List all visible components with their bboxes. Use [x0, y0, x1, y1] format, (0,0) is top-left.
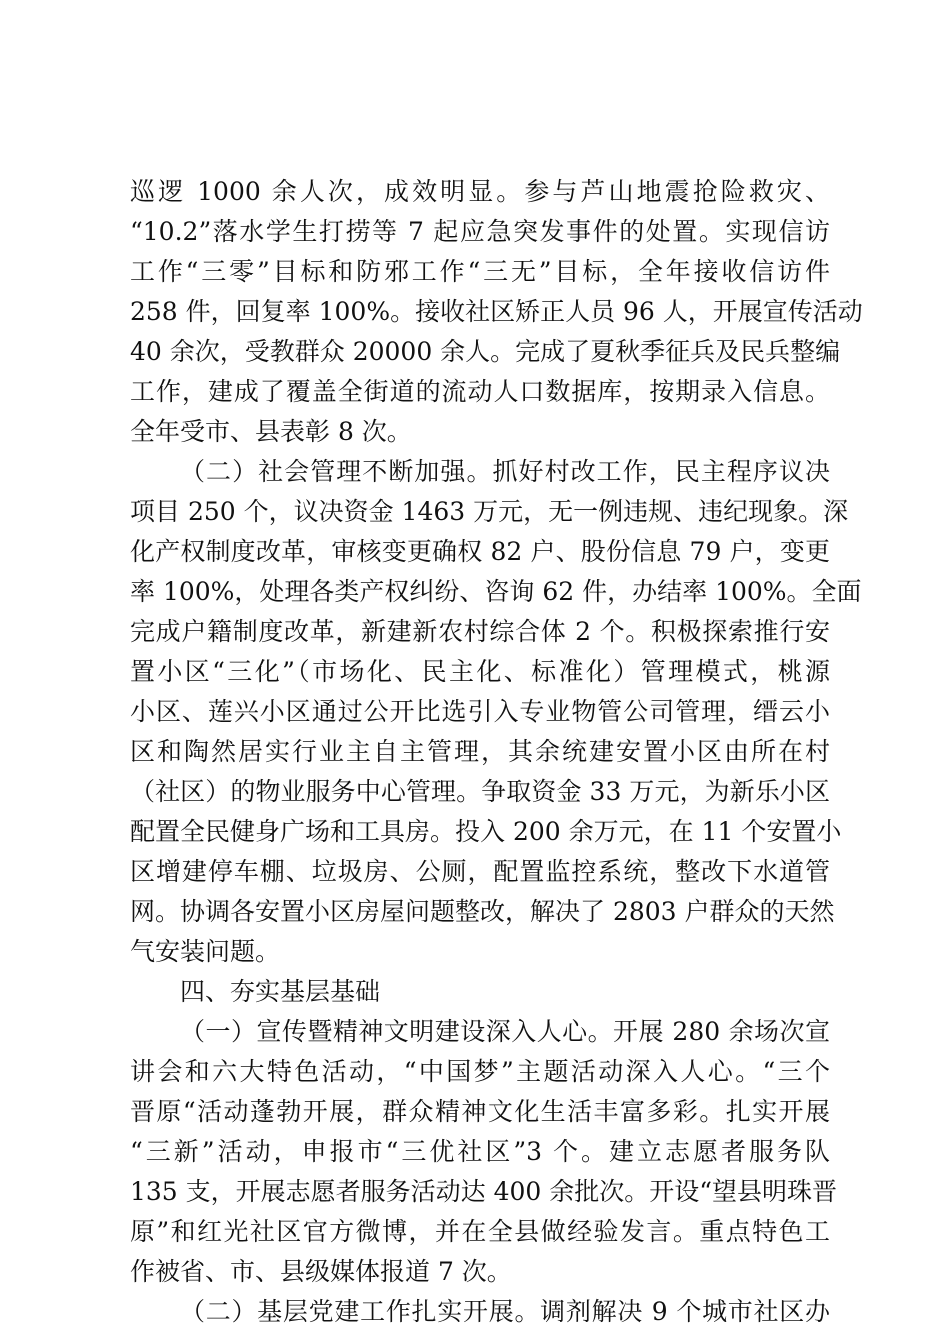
text-line: 工作“三零”目标和防邪工作“三无”目标，全年接收信访件: [130, 257, 830, 286]
text-line: 作被省、市、县级媒体报道 7 次。: [130, 1257, 512, 1286]
text-line: “三新”活动，申报市“三优社区”3 个。建立志愿者服务队: [130, 1137, 830, 1166]
text-line: 置小区“三化”（市场化、民主化、标准化）管理模式，桃源: [130, 657, 830, 686]
text-line: （社区）的物业服务中心管理。争取资金 33 万元，为新乐小区: [130, 777, 830, 806]
text-line: 小区、莲兴小区通过公开比选引入专业物管公司管理，缙云小: [130, 697, 830, 726]
text-line: 巡逻 1000 余人次，成效明显。参与芦山地震抢险救灾、: [130, 177, 830, 206]
text-line: 网。协调各安置小区房屋问题整改，解决了 2803 户群众的天然: [130, 897, 835, 926]
text-line: 40 余次，受教群众 20000 余人。完成了夏秋季征兵及民兵整编: [130, 337, 841, 366]
text-line: 工作，建成了覆盖全街道的流动人口数据库，按期录入信息。: [130, 377, 830, 406]
text-line: 原”和红光社区官方微博，并在全县做经验发言。重点特色工: [130, 1217, 830, 1246]
text-line: 讲会和六大特色活动，“中国梦”主题活动深入人心。“三个: [130, 1057, 830, 1086]
text-line: 258 件，回复率 100%。接收社区矫正人员 96 人，开展宣传活动: [130, 297, 863, 326]
text-line: 区和陶然居实行业主自主管理，其余统建安置小区由所在村: [130, 737, 830, 766]
paragraph-heading: （一）宣传暨精神文明建设深入人心。开展 280 余场次宣: [180, 1017, 830, 1046]
paragraph-heading: （二）基层党建工作扎实开展。调剂解决 9 个城市社区办: [180, 1297, 830, 1326]
text-line: “10.2”落水学生打捞等 7 起应急突发事件的处置。实现信访: [130, 217, 830, 246]
text-line: 率 100%，处理各类产权纠纷、咨询 62 件，办结率 100%。全面: [130, 577, 862, 606]
text-line: 化产权制度改革，审核变更确权 82 户、股份信息 79 户，变更: [130, 537, 830, 566]
text-line: 135 支，开展志愿者服务活动达 400 余批次。开设“望县明珠晋: [130, 1177, 838, 1206]
text-line: 区增建停车棚、垃圾房、公厕，配置监控系统，整改下水道管: [130, 857, 830, 886]
text-line: 晋原“活动蓬勃开展，群众精神文化生活丰富多彩。扎实开展: [130, 1097, 830, 1126]
text-line: 气安装问题。: [130, 937, 281, 966]
paragraph-heading: （二）社会管理不断加强。抓好村改工作，民主程序议决: [180, 457, 830, 486]
text-line: 配置全民健身广场和工具房。投入 200 余万元，在 11 个安置小: [130, 817, 842, 846]
text-line: 全年受市、县表彰 8 次。: [130, 417, 412, 446]
section-heading: 四、夯实基层基础: [180, 977, 381, 1006]
text-line: 项目 250 个，议决资金 1463 万元，无一例违规、违纪现象。深: [130, 497, 849, 526]
text-line: 完成户籍制度改革，新建新农村综合体 2 个。积极探索推行安: [130, 617, 830, 646]
